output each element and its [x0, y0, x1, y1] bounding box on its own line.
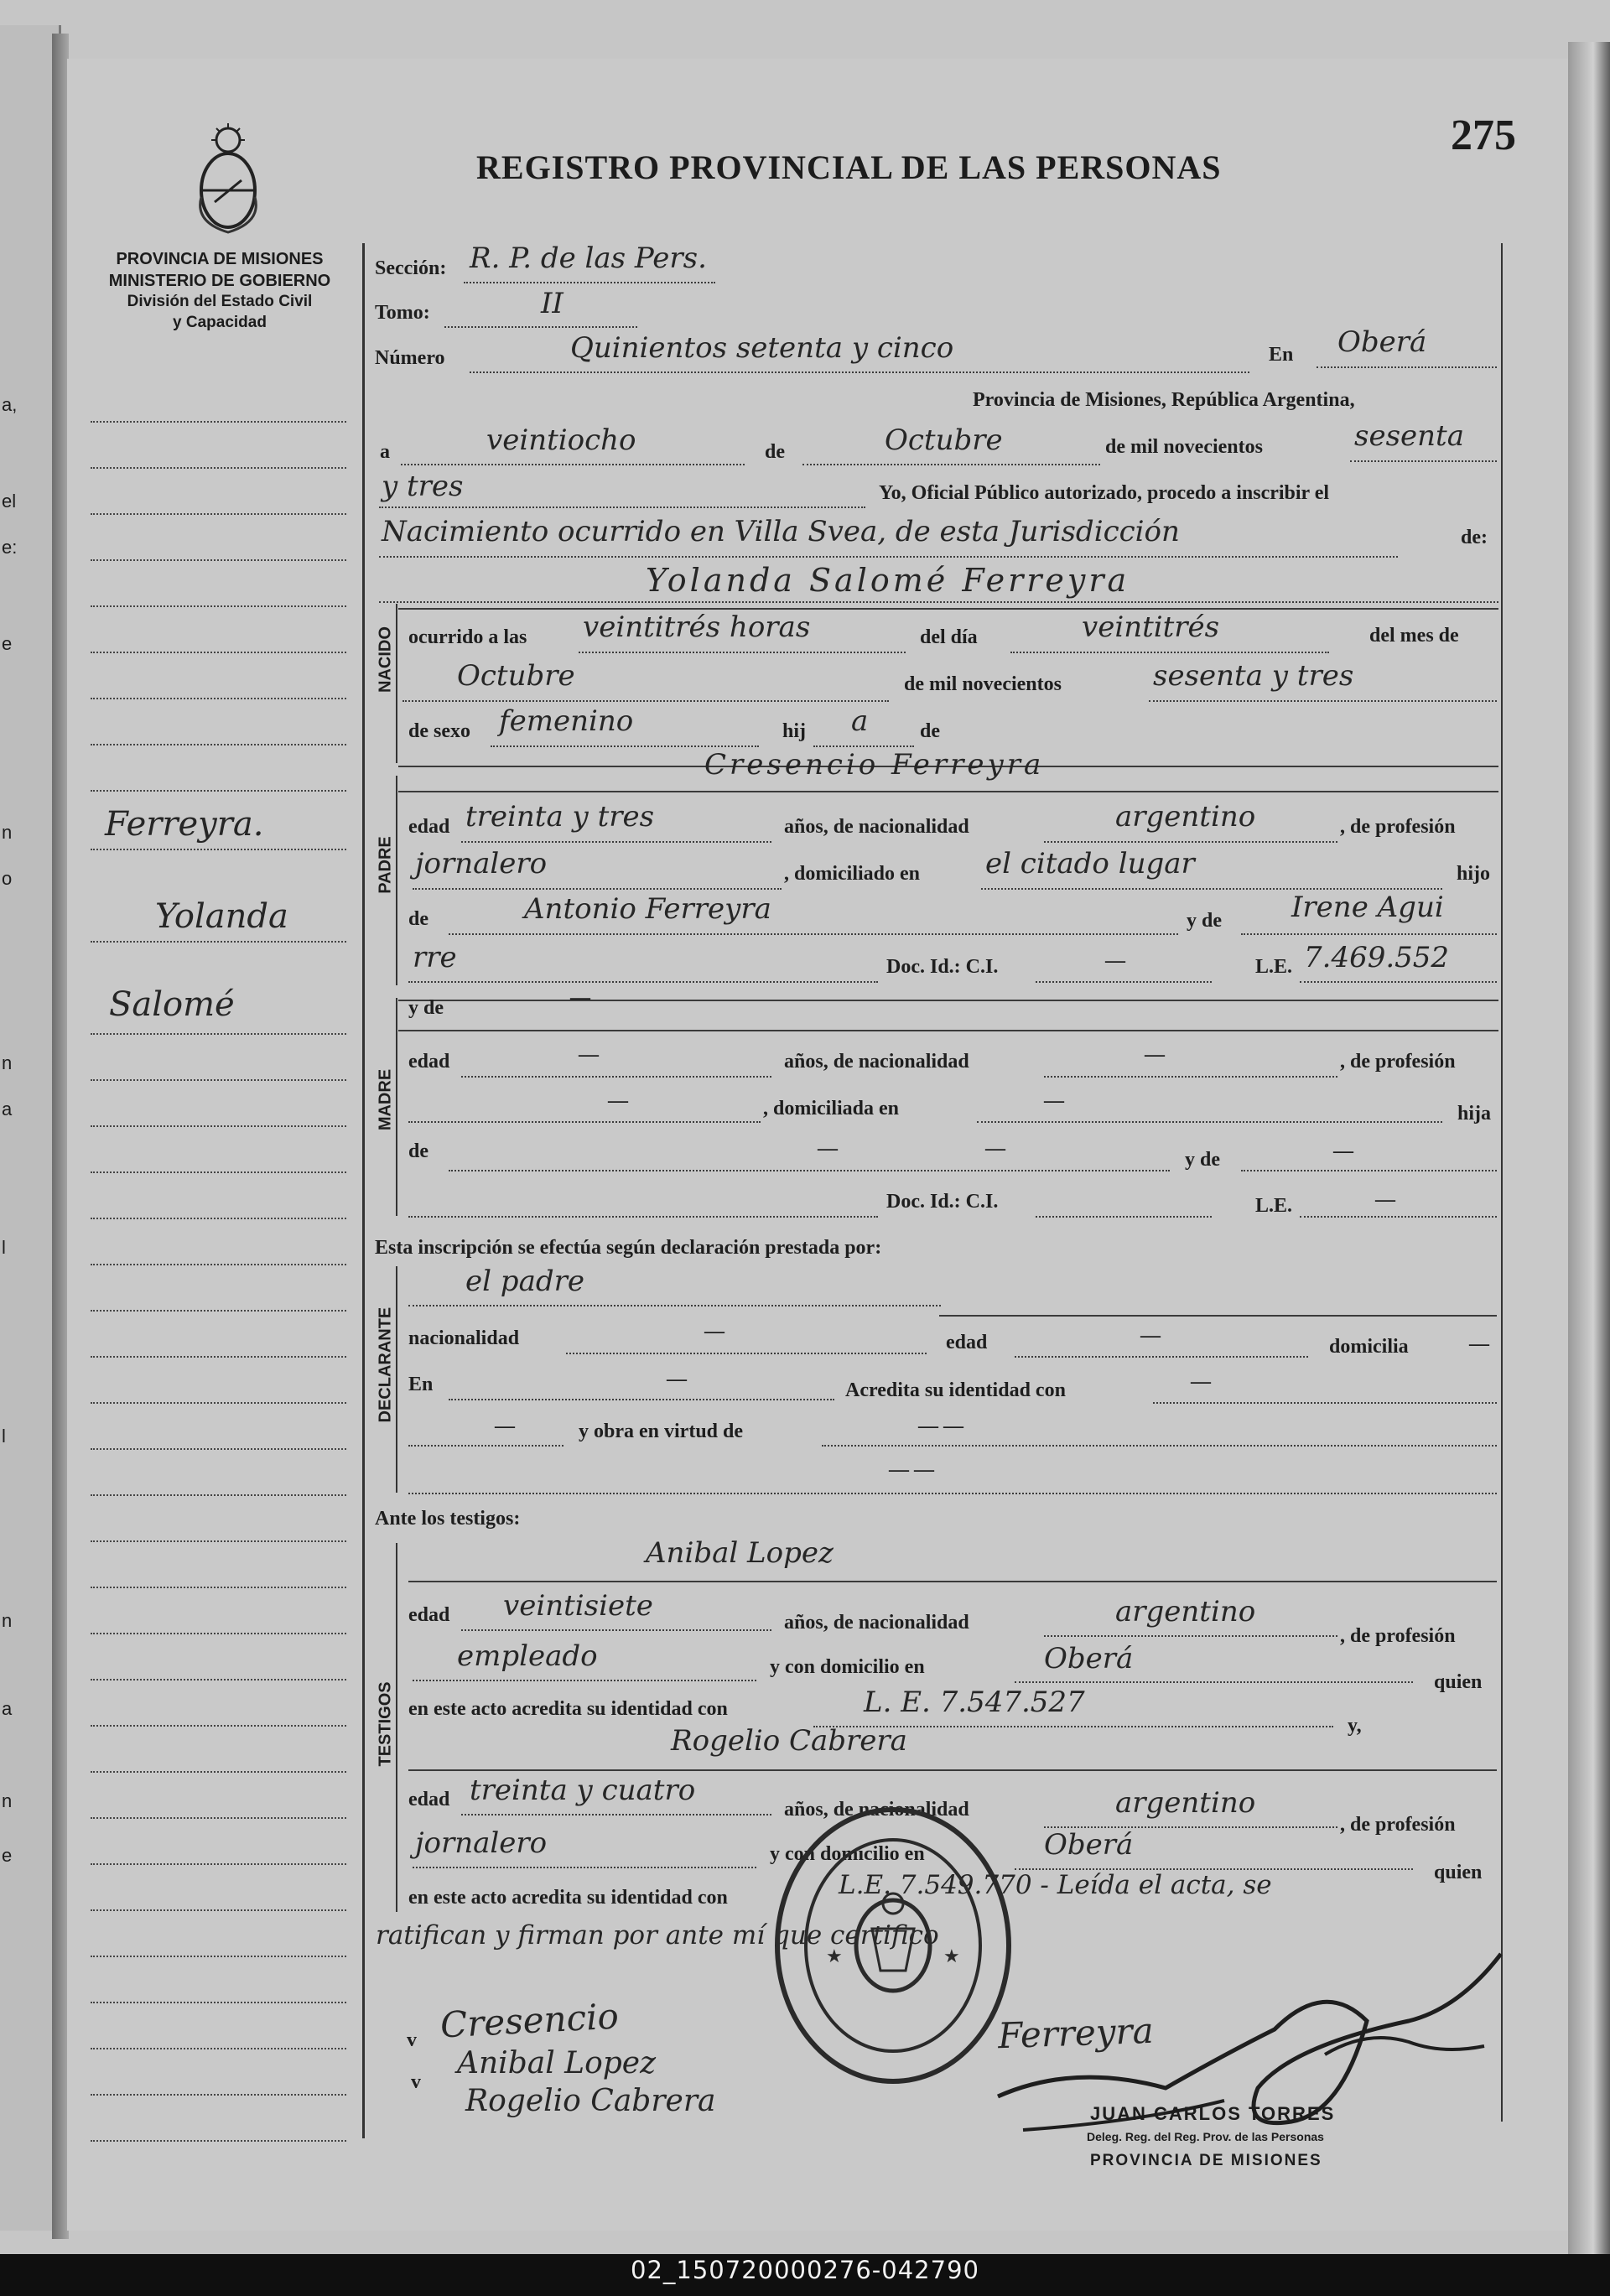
- margin-rule: [91, 605, 346, 607]
- section-label-declarante: DECLARANTE: [376, 1306, 395, 1423]
- book-spine: [52, 34, 69, 2239]
- margin-rule: [91, 1171, 346, 1173]
- signature-father: Cresencio: [439, 1995, 620, 2046]
- label-en: En: [1269, 344, 1294, 366]
- margin-rule: [91, 467, 346, 469]
- tick-mark: v: [411, 2071, 421, 2093]
- rule-nacido-top: [398, 608, 1498, 610]
- line-madre-dom: [977, 1121, 1442, 1123]
- line-anio2: [379, 506, 865, 508]
- value-tomo: II: [541, 287, 564, 320]
- value-padre-edad: treinta y tres: [465, 800, 655, 834]
- rule-t1-name: [408, 1581, 1497, 1582]
- margin-rule: [91, 1633, 346, 1634]
- label-madre-edad: edad: [408, 1051, 450, 1073]
- rule-declarante: [939, 1315, 1497, 1317]
- official-name: JUAN CARLOS TORRES: [1090, 2103, 1336, 2124]
- label-t1-acredita: en este acto acredita su identidad con: [408, 1698, 728, 1720]
- value-padre-padre: Antonio Ferreyra: [524, 892, 771, 926]
- line-padre-madre2: [408, 981, 878, 983]
- label-t1-prof: , de profesión: [1340, 1625, 1456, 1647]
- line-decl-extra: [408, 1493, 1497, 1494]
- margin-rule: [91, 2140, 346, 2142]
- rule-padre-name: [398, 791, 1498, 792]
- label-decl-obra: y obra en virtud de: [579, 1421, 744, 1442]
- strip-letter: el: [2, 491, 17, 512]
- margin-rule: [91, 941, 346, 943]
- margin-rule: [91, 421, 346, 423]
- form-right-border: [1501, 243, 1503, 2122]
- value-madre-yde: —: [1333, 1140, 1353, 1162]
- value-dia: veintiocho: [486, 423, 636, 457]
- label-padre-de: de: [408, 908, 428, 930]
- margin-rule: [91, 1033, 346, 1035]
- line-padre-madre: [1241, 933, 1497, 935]
- label-numero: Número: [375, 347, 445, 369]
- value-t1-nombre: Anibal Lopez: [646, 1536, 834, 1570]
- value-mes: Octubre: [885, 423, 1003, 457]
- ministry-header: [94, 248, 345, 333]
- section-label-testigos: TESTIGOS: [376, 1681, 395, 1767]
- label-t2-acredita: en este acto acredita su identidad con: [408, 1887, 728, 1909]
- line-t2-edad: [461, 1814, 771, 1816]
- margin-rule: [91, 1956, 346, 1957]
- line-madre-le: [1300, 1216, 1497, 1218]
- official-province: PROVINCIA DE MISIONES: [1090, 2152, 1322, 2169]
- margin-rule: [91, 1448, 346, 1450]
- margin-rule: [91, 698, 346, 699]
- line-padre-prof: [413, 888, 782, 890]
- margin-rule: [91, 2094, 346, 2096]
- section-divider: [396, 1266, 397, 1493]
- line-madre-prof: [408, 1121, 761, 1123]
- value-t2-nombre: Rogelio Cabrera: [671, 1724, 907, 1758]
- line-madre-nac: [1044, 1076, 1337, 1078]
- value-anio1: sesenta: [1354, 419, 1464, 453]
- label-del-dia: del día: [920, 626, 978, 648]
- value-decl-en: —: [667, 1369, 687, 1390]
- value-t2-doc: L.E. 7.549.770 - Leída el acta, se: [839, 1870, 1272, 1900]
- strip-letter: a: [2, 1099, 13, 1119]
- svg-text:★: ★: [943, 1946, 960, 1967]
- line-dia: [401, 464, 745, 465]
- strip-letter: e:: [2, 537, 18, 558]
- header-line-3: División del Estado Civil: [127, 293, 313, 310]
- line-t2-prof: [413, 1867, 756, 1868]
- value-t2-dom: Oberá: [1044, 1828, 1134, 1862]
- line-decl-edad: [1015, 1356, 1308, 1358]
- line-decl-nac: [566, 1353, 927, 1354]
- rule-madre-top: [398, 1000, 1498, 1001]
- label-padre-yde: y de: [1187, 910, 1222, 932]
- line-t1-prof: [413, 1680, 756, 1681]
- line-hij: [813, 745, 914, 747]
- value-madre-de2: —: [985, 1138, 1005, 1160]
- line-t1-nac: [1044, 1635, 1337, 1637]
- official-role: Deleg. Reg. del Reg. Prov. de las Personas: [1087, 2130, 1324, 2143]
- signature-witness-2: Rogelio Cabrera: [465, 2084, 716, 2118]
- label-madre-le: L.E.: [1255, 1195, 1293, 1217]
- margin-rule: [91, 2002, 346, 2003]
- label-madre-de: de: [408, 1140, 428, 1162]
- line-anio-nac: [1149, 700, 1497, 702]
- signature-witness-1: Anibal Lopez: [457, 2046, 657, 2080]
- form-left-border: [362, 243, 365, 2138]
- label-padre-dom: , domiciliado en: [784, 863, 921, 885]
- margin-rule: [91, 513, 346, 515]
- value-en: Oberá: [1337, 325, 1427, 359]
- label-mil-nov-nac: de mil novecientos: [904, 673, 1062, 695]
- line-madre-edad: [461, 1076, 771, 1078]
- label-de-padres: de: [920, 720, 940, 742]
- margin-rule: [91, 1402, 346, 1404]
- value-padre-madre1: Irene Agui: [1291, 891, 1444, 924]
- value-madre-prof: —: [608, 1090, 628, 1112]
- strip-letter: a,: [2, 394, 18, 415]
- label-decl-nac: nacionalidad: [408, 1327, 520, 1349]
- line-dia-nac: [1010, 652, 1329, 653]
- line-t1-edad: [461, 1629, 771, 1631]
- section-label-nacido: NACIDO: [376, 626, 395, 693]
- margin-rule: [91, 744, 346, 745]
- label-t2-edad: edad: [408, 1789, 450, 1810]
- line-madre-ci: [1036, 1216, 1212, 1218]
- margin-rule: [91, 1494, 346, 1496]
- line-padre-nac: [1044, 841, 1337, 843]
- page-title: REGISTRO PROVINCIAL DE LAS PERSONAS: [476, 148, 1222, 186]
- value-decl-obra-pre: —: [495, 1416, 515, 1437]
- section-divider: [396, 998, 397, 1216]
- line-decl-pre: [408, 1445, 564, 1447]
- line-acto: [379, 556, 1398, 558]
- label-madre-yde2: y de: [1185, 1149, 1220, 1171]
- page-number: 275: [1451, 112, 1516, 159]
- margin-rule: [91, 1909, 346, 1911]
- margin-rule: [91, 1817, 346, 1819]
- value-madre-le: —: [1375, 1189, 1395, 1211]
- margin-rule: [91, 1540, 346, 1542]
- line-padre-le: [1300, 981, 1497, 983]
- value-t1-prof: empleado: [457, 1639, 598, 1673]
- value-decl-dom: —: [1469, 1333, 1489, 1355]
- strip-letter: n: [2, 822, 13, 843]
- margin-rule: [91, 1679, 346, 1680]
- strip-letter: l: [2, 1237, 6, 1258]
- label-padre-nac: años, de nacionalidad: [784, 816, 969, 838]
- margin-rule: [91, 1725, 346, 1727]
- label-yo-oficial: Yo, Oficial Público autorizado, procedo a inscribir el: [879, 482, 1330, 504]
- label-padre-edad: edad: [408, 816, 450, 838]
- margin-rule: [91, 1079, 346, 1081]
- value-padre-dom: el citado lugar: [985, 847, 1195, 880]
- value-t1-dom: Oberá: [1044, 1642, 1134, 1675]
- value-padre-le: 7.469.552: [1304, 941, 1450, 974]
- margin-rule: [91, 559, 346, 561]
- margin-rule: [91, 1310, 346, 1312]
- margin-rule: [91, 790, 346, 792]
- value-madre-edad: —: [579, 1044, 599, 1066]
- header-line-2: MINISTERIO DE GOBIERNO: [108, 272, 331, 290]
- section-label-madre: MADRE: [376, 1068, 395, 1131]
- label-padre-docid: Doc. Id.: C.I.: [886, 956, 999, 978]
- margin-rule: [91, 1218, 346, 1219]
- official-stamp-icon: [771, 1803, 1015, 2088]
- value-t1-edad: veintisiete: [503, 1589, 653, 1623]
- line-padre-ci: [1036, 981, 1212, 983]
- label-declaracion: Esta inscripción se efectúa según declaración prestada por:: [375, 1237, 882, 1259]
- line-hora: [579, 652, 906, 653]
- value-dia-nac: veintitrés: [1082, 610, 1220, 644]
- rule-madre-name: [398, 1030, 1498, 1031]
- margin-rule: [91, 849, 346, 850]
- line-decl-obra: [822, 1445, 1497, 1447]
- label-madre-yde: y de: [408, 997, 444, 1019]
- value-t1-nac: argentino: [1115, 1595, 1256, 1628]
- value-decl-obra: — —: [918, 1416, 963, 1437]
- strip-letter: l: [2, 1426, 6, 1447]
- value-anio2: y tres: [382, 470, 464, 503]
- value-closing: ratifican y firman por ante mí que certifico: [376, 1920, 939, 1951]
- value-madre-dom: —: [1044, 1090, 1064, 1112]
- file-identifier: 02_150720000276-042790: [631, 2256, 979, 2284]
- strip-letter: o: [2, 868, 13, 889]
- strip-letter: a: [2, 1698, 13, 1719]
- label-decl-edad: edad: [946, 1332, 988, 1353]
- value-hij: a: [851, 704, 869, 738]
- label-de: de: [765, 441, 785, 463]
- section-divider: [396, 604, 397, 763]
- label-madre-prof: , de profesión: [1340, 1051, 1456, 1073]
- label-seccion: Sección:: [375, 257, 447, 279]
- line-mes-nac: [402, 700, 889, 702]
- label-hijo: hijo: [1457, 863, 1491, 885]
- label-decl-acredita: Acredita su identidad con: [845, 1379, 1066, 1401]
- value-nombre: Yolanda Salomé Ferreyra: [646, 562, 1130, 599]
- value-t2-nac: argentino: [1115, 1786, 1256, 1820]
- line-t1-dom: [1015, 1681, 1413, 1683]
- margin-rule: [91, 1863, 346, 1865]
- label-tomo: Tomo:: [375, 302, 430, 324]
- label-del-mes: del mes de: [1369, 625, 1459, 647]
- section-label-padre: PADRE: [376, 836, 395, 894]
- margin-rule: [91, 2048, 346, 2049]
- strip-letter: n: [2, 1790, 13, 1811]
- line-decl-acredita: [1153, 1402, 1497, 1404]
- label-decl-en: En: [408, 1374, 434, 1395]
- value-numero: Quinientos setenta y cinco: [570, 331, 954, 365]
- value-t2-edad: treinta y cuatro: [470, 1774, 696, 1807]
- strip-letter: n: [2, 1610, 13, 1631]
- margin-note-name2: Salomé: [109, 985, 235, 1024]
- svg-text:★: ★: [826, 1946, 843, 1967]
- label-ocurrido: ocurrido a las: [408, 626, 527, 648]
- margin-note-surname: Ferreyra.: [105, 805, 264, 844]
- label-hija: hija: [1457, 1103, 1492, 1125]
- value-seccion: R. P. de las Pers.: [470, 242, 707, 275]
- line-en: [1317, 366, 1497, 368]
- strip-letter: n: [2, 1052, 13, 1073]
- section-divider: [396, 776, 397, 985]
- value-t1-doc: L. E. 7.547.527: [864, 1686, 1085, 1719]
- margin-rule: [91, 1771, 346, 1773]
- line-padre-padre: [449, 933, 1178, 935]
- margin-rule: [91, 1587, 346, 1588]
- value-hora: veintitrés horas: [583, 610, 811, 644]
- label-decl-domicilia: domicilia: [1329, 1336, 1409, 1358]
- line-madre-de: [449, 1170, 1170, 1171]
- tick-mark: v: [407, 2029, 417, 2051]
- line-declarante: [408, 1305, 941, 1306]
- line-madre-extra: [408, 1216, 878, 1218]
- label-t1-dom: y con domicilio en: [770, 1656, 925, 1678]
- rule-t2-name: [408, 1769, 1497, 1771]
- value-decl-acredita: —: [1191, 1371, 1211, 1393]
- label-mil-novecientos: de mil novecientos: [1105, 436, 1263, 458]
- value-madre-de1: —: [818, 1138, 838, 1160]
- line-seccion: [464, 282, 715, 283]
- line-numero: [470, 371, 1249, 373]
- margin-rule: [91, 1125, 346, 1127]
- signature-father-surname: Ferreyra: [997, 2009, 1155, 2057]
- label-padre-le: L.E.: [1255, 956, 1293, 978]
- label-padre-prof: , de profesión: [1340, 816, 1456, 838]
- label-provincia: Provincia de Misiones, República Argentina,: [973, 389, 1355, 411]
- label-t2-prof: , de profesión: [1340, 1814, 1456, 1836]
- header-line-4: y Capacidad: [173, 313, 267, 331]
- label-hij: hij: [782, 720, 807, 742]
- value-madre-nombre: —: [570, 987, 590, 1009]
- value-decl-extra: — —: [889, 1459, 934, 1481]
- label-a: a: [380, 441, 390, 463]
- book-edge: [1568, 42, 1610, 2254]
- label-t1-y: y,: [1348, 1715, 1362, 1737]
- line-decl-en: [449, 1399, 834, 1400]
- section-divider: [396, 1543, 397, 1912]
- label-madre-nac: años, de nacionalidad: [784, 1051, 969, 1073]
- line-nombre: [379, 601, 1498, 603]
- label-t2-quien: quien: [1434, 1862, 1483, 1883]
- label-t2-dom: y con domicilio en: [770, 1843, 925, 1865]
- value-padre-nombre: Cresencio Ferreyra: [704, 748, 1045, 782]
- label-de-colon: de:: [1461, 527, 1488, 548]
- value-madre-nac: —: [1145, 1044, 1165, 1066]
- header-line-1: PROVINCIA DE MISIONES: [116, 250, 324, 268]
- strip-letter: e: [2, 633, 13, 654]
- margin-note-name1: Yolanda: [155, 897, 288, 936]
- line-anio: [1350, 460, 1497, 462]
- label-madre-docid: Doc. Id.: C.I.: [886, 1191, 999, 1213]
- value-declarante: el padre: [465, 1265, 584, 1298]
- value-decl-nac: —: [704, 1321, 724, 1343]
- margin-rule: [91, 1356, 346, 1358]
- value-decl-edad: —: [1140, 1325, 1161, 1347]
- margin-rule: [91, 652, 346, 653]
- value-anio-nac: sesenta y tres: [1153, 659, 1354, 693]
- strip-letter: e: [2, 1845, 13, 1866]
- value-acto: Nacimiento ocurrido en Villa Svea, de esta Jurisdicción: [382, 515, 1180, 548]
- label-madre-dom: , domiciliada en: [763, 1098, 900, 1119]
- line-mes: [802, 464, 1100, 465]
- value-padre-ci: —: [1105, 950, 1125, 972]
- value-sexo: femenino: [499, 704, 634, 738]
- value-padre-prof: jornalero: [415, 847, 548, 880]
- margin-rule: [91, 1264, 346, 1265]
- coat-of-arms-icon: [186, 122, 270, 239]
- label-t1-quien: quien: [1434, 1671, 1483, 1693]
- value-mes-nac: Octubre: [457, 659, 575, 693]
- label-t1-edad: edad: [408, 1604, 450, 1626]
- value-t2-prof: jornalero: [415, 1826, 548, 1860]
- value-padre-nac: argentino: [1115, 800, 1256, 834]
- line-padre-edad: [461, 841, 771, 843]
- value-padre-madre2: rre: [413, 941, 457, 974]
- line-padre-dom: [981, 888, 1442, 890]
- label-t2-nac: años, de nacionalidad: [784, 1799, 969, 1821]
- line-sexo: [491, 745, 759, 747]
- line-madre-yde: [1241, 1170, 1497, 1171]
- label-sexo: de sexo: [408, 720, 470, 742]
- label-t1-nac: años, de nacionalidad: [784, 1612, 969, 1634]
- label-ante-testigos: Ante los testigos:: [375, 1508, 521, 1530]
- line-tomo: [444, 326, 637, 328]
